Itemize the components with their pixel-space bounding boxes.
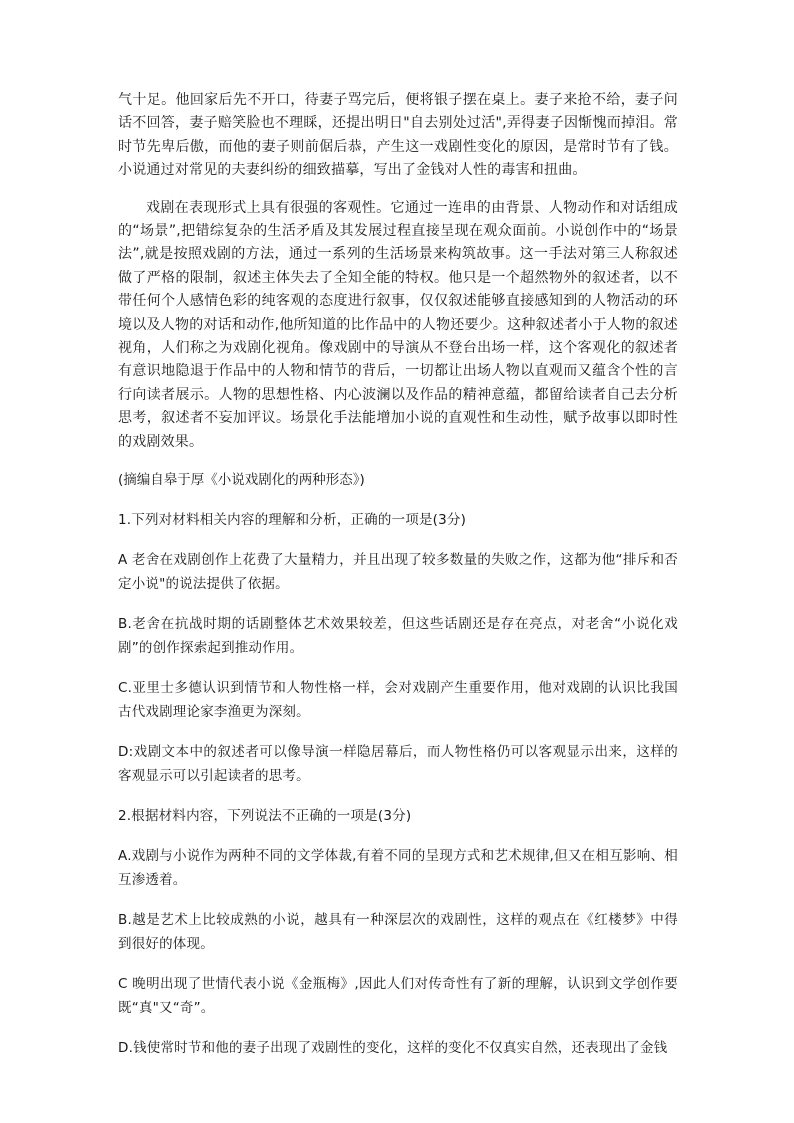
question-2-option-b: B.越是艺术上比较成熟的小说，越具有一种深层次的戏剧性，这样的观点在《红楼梦》中得到很好的体现。 [118,912,678,953]
passage-paragraph-1: 气十足。他回家后先不开口，待妻子骂完后，便将银子摆在桌上。妻子来抢不给，妻子问话不回答，妻子赔笑脸也不理睬，还提出明日"自去别处过活",弄得妻子因惭愧而掉泪。常时节先卑后傲，而他的妻子则前倨后恭，产生这一戏剧性变化的原因，是常时节有了钱。小说通过对常见的夫妻纠纷的细致描摹，写出了金钱对人性的毒害和扭曲。 [118,92,678,179]
question-1-option-d: D:戏剧文本中的叙述者可以像导演一样隐居幕后，而人物性格仍可以客观显示出来，这样的客观显示可以引起读者的思考。 [118,744,678,785]
passage-paragraph-2: 戏剧在表现形式上具有很强的客观性。它通过一连串的由背景、人物动作和对话组成的“场景”,把错综复杂的生活矛盾及其发展过程直接呈现在观众面前。小说创作中的“场景法”,就是按照戏剧的方法，通过一系列的生活场景来构筑故事。这一手法对第三人称叙述做了严格的限制，叙述主体失去了全知全能的特权。他只是一个超然物外的叙述者，以不带任何个人感情色彩的纯客观的态度进行叙事，仅仅叙述能够直接感知到的人物活动的环境以及人物的对话和动作,他所知道的比作品中的人物还要少。这种叙述者小于人物的叙述视角，人们称之为戏剧化视角。像戏剧中的导演从不登台出场一样，这个客观化的叙述者有意识地隐退于作品中的人物和情节的背后，一切都让出场人物以直观而又蕴含个性的言行向读者展示。人物的思想性格、内心波澜以及作品的精神意蕴，都留给读者自己去分析思考，叙述者不妄加评议。场景化手法能增加小说的直观性和生动性，赋予故事以即时性的戏剧效果。 [118,199,678,450]
document-page [118,89,678,1060]
question-2-option-a: A.戏剧与小说作为两种不同的文学体裁,有着不同的呈现方式和艺术规律,但又在相互影响、相互渗透着。 [118,848,678,889]
question-1-option-c: C.亚里士多德认识到情节和人物性格一样，会对戏剧产生重要作用，他对戏剧的认识比我国古代戏剧理论家李渔更为深刻。 [118,680,678,721]
passage-source: (摘编自皋于厚《小说戏剧化的两种形态》) [118,472,365,489]
question-1-option-b: B.老舍在抗战时期的话剧整体艺术效果较差，但这些话剧还是存在亮点，对老舍“小说化戏剧”的创作探索起到推动作用。 [118,616,678,657]
question-2-option-c: C 晚明出现了世情代表小说《金瓶梅》,因此人们对传奇性有了新的理解，认识到文学创作要既“真"又“奇”。 [118,976,678,1017]
question-2-stem: 2.根据材料内容，下列说法不正确的一项是(3分) [118,808,412,825]
question-1-option-a: A 老舍在戏剧创作上花费了大量精力，并且出现了较多数量的失败之作，这都为他“排斥和否定小说"的说法提供了依据。 [118,552,678,593]
question-1-stem: 1.下列对材料相关内容的理解和分析，正确的一项是(3分) [118,512,467,529]
question-2-option-d: D.钱使常时节和他的妻子出现了戏剧性的变化，这样的变化不仅真实自然，还表现出了金钱 [118,1040,668,1057]
